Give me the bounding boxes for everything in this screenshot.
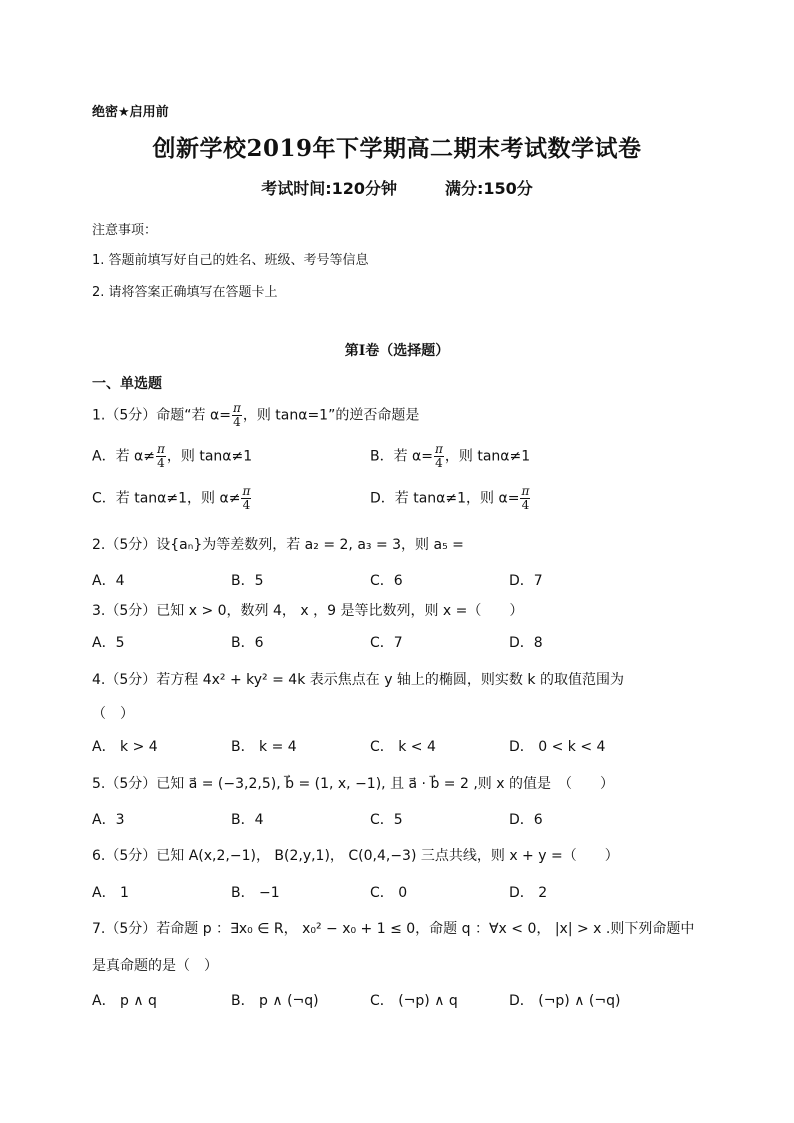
question-2-stem: 2.（5分）设{aₙ}为等差数列，若 a₂ = 2, a₃ = 3，则 a₅ = <box>92 537 464 553</box>
question-7-option-a: A． p ∧ q <box>92 993 157 1009</box>
exam-time: 考试时间:120分钟 <box>261 179 397 198</box>
fraction: $\frac{\pi}{4}$ <box>232 401 241 429</box>
question-2-option-d: D．7 <box>509 573 543 589</box>
question-6-option-c: C． 0 <box>370 885 408 901</box>
question-3-option-a: A．5 <box>92 635 125 651</box>
fraction: $\frac{\pi}{4}$ <box>521 484 530 512</box>
fraction: $\frac{\pi}{4}$ <box>157 442 165 470</box>
question-1-option-b: B．若 α= $\frac{\pi}{4}$ ，则 tanα≠1 <box>370 442 531 470</box>
question-4-option-b: B． k = 4 <box>231 739 297 755</box>
part-title: 一、单选题 <box>92 376 162 392</box>
question-4-stem-continued: （ ） <box>92 706 134 722</box>
question-4-option-d: D． 0 < k < 4 <box>509 739 606 755</box>
question-7-stem: 7.（5分）若命题 p ：∃x₀ ∈ R， x₀² − x₀ + 1 ≤ 0，命题 q ：∀x < 0， |x| > x .则下列命题中 <box>92 921 695 937</box>
question-6-option-a: A． 1 <box>92 885 129 901</box>
question-7-stem-continued: 是真命题的是（ ） <box>92 958 218 974</box>
note-item: 2. 请将答案正确填写在答题卡上 <box>92 285 278 300</box>
question-5-stem: 5.（5分）已知 a⃗ = (−3,2,5), b⃗ = (1, x, −1), 且 a⃗ · b⃗ = 2 ,则 x 的值是 （ ） <box>92 776 614 792</box>
question-6-stem: 6.（5分）已知 A(x,2,−1)， B(2,y,1)， C(0,4,−3) 三点共线，则 x + y =（ ） <box>92 848 619 864</box>
exam-title: 创新学校2019年下学期高二期末考试数学试卷 <box>152 135 642 162</box>
question-4-option-c: C． k < 4 <box>370 739 436 755</box>
exam-info <box>0 176 794 199</box>
question-5-option-c: C．5 <box>370 812 403 828</box>
question-2-option-b: B．5 <box>231 573 264 589</box>
question-3-option-c: C．7 <box>370 635 403 651</box>
question-7-option-b: B． p ∧ (¬q) <box>231 993 319 1009</box>
fraction: $\frac{\pi}{4}$ <box>435 442 443 470</box>
question-1-option-c: C．若 tanα≠1，则 α≠ $\frac{\pi}{4}$ <box>92 484 251 512</box>
question-7-option-c: C． (¬p) ∧ q <box>370 993 458 1009</box>
question-2-option-c: C．6 <box>370 573 403 589</box>
notes-heading: 注意事项： <box>92 223 158 238</box>
question-6-option-d: D． 2 <box>509 885 548 901</box>
question-6-option-b: B． −1 <box>231 885 280 901</box>
question-5-option-a: A．3 <box>92 812 125 828</box>
question-5-option-b: B．4 <box>231 812 264 828</box>
confidential-mark: 绝密★启用前 <box>92 105 169 120</box>
fraction: $\frac{\pi}{4}$ <box>242 484 251 512</box>
question-3-stem: 3.（5分）已知 x > 0，数列 4， x ，9 是等比数列，则 x =（ ） <box>92 603 524 619</box>
question-4-option-a: A． k > 4 <box>92 739 158 755</box>
question-3-option-d: D．8 <box>509 635 543 651</box>
question-2-option-a: A．4 <box>92 573 125 589</box>
exam-score: 满分:150分 <box>445 179 533 198</box>
question-7-option-d: D． (¬p) ∧ (¬q) <box>509 993 621 1009</box>
question-5-option-d: D．6 <box>509 812 543 828</box>
question-3-option-b: B．6 <box>231 635 264 651</box>
question-4-stem: 4.（5分）若方程 4x² + ky² = 4k 表示焦点在 y 轴上的椭圆，则实数 k 的取值范围为 <box>92 672 624 688</box>
question-1-stem: 1.（5分）命题“若 α= $\frac{\pi}{4}$ ，则 tanα=1”的逆否命题是 <box>92 401 420 429</box>
note-item: 1. 答题前填写好自己的姓名、班级、考号等信息 <box>92 253 369 268</box>
question-1-option-d: D．若 tanα≠1，则 α= $\frac{\pi}{4}$ <box>370 484 530 512</box>
section-title: 第I卷（选择题） <box>344 343 450 359</box>
question-1-option-a: A．若 α≠ $\frac{\pi}{4}$ ，则 tanα≠1 <box>92 442 253 470</box>
